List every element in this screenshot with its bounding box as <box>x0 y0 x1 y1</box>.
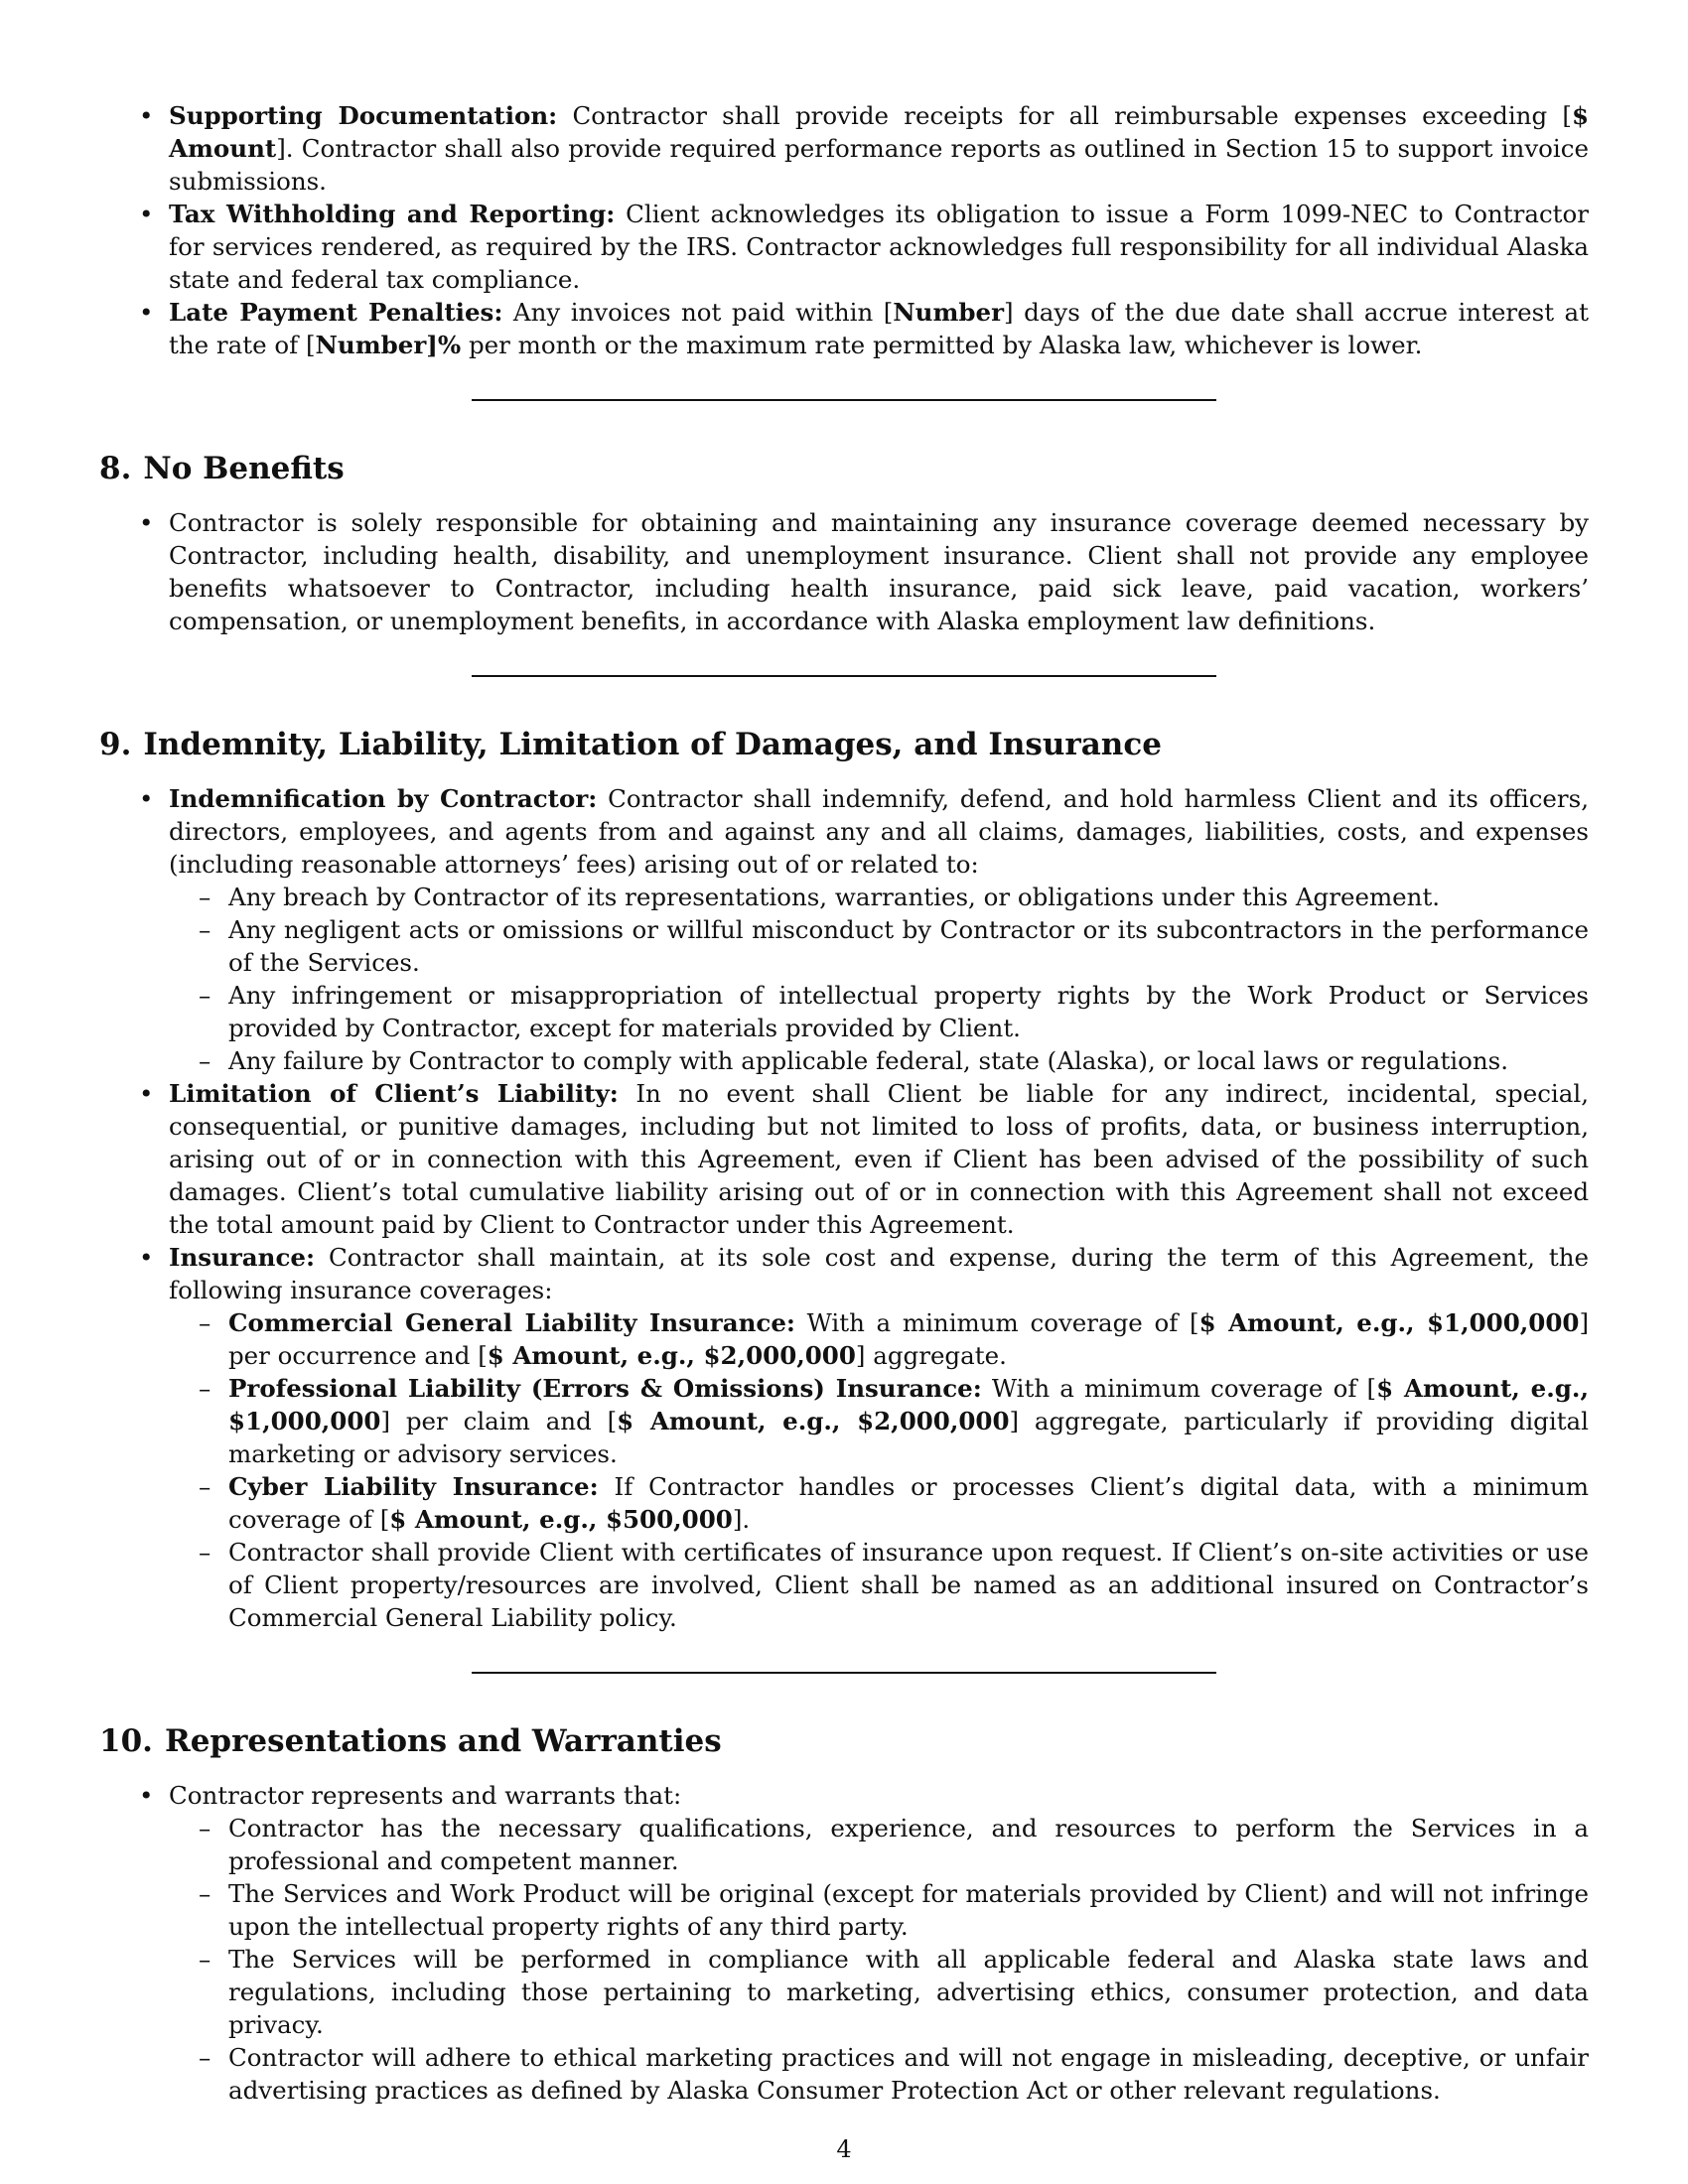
item-label: Supporting Documentation: <box>169 101 558 130</box>
cgl-insurance-item: – Commercial General Liability Insurance: With a minimum coverage of [$ Amount, e.g., $1,000,000] per occurrence and [$ Amount, e.g., $2,000,000] aggregate. <box>169 1306 1589 1372</box>
item-label: Tax Withholding and Reporting: <box>169 200 616 228</box>
section-divider <box>472 1672 1216 1674</box>
sub-item: – Any negligent acts or omissions or willful misconduct by Contractor or its subcontractors in the performance of the Services. <box>169 913 1589 979</box>
item-label: Limitation of Client’s Liability: <box>169 1079 619 1108</box>
section-8-heading: 8. No Benefits <box>99 451 345 486</box>
placeholder-number: Number <box>315 331 427 359</box>
professional-liability-item: – Professional Liability (Errors & Omissions) Insurance: With a minimum coverage of [$ Amount, e.g., $1,000,000] per claim and [$ Amount, e.g., $2,000,000] aggregate, particularly if providing digital marketing or advisory services. <box>169 1372 1589 1470</box>
tax-withholding-item: • Tax Withholding and Reporting: Client acknowledges its obligation to issue a Form 1099-NEC to Contractor for services rendered, as required by the IRS. Contractor acknowledges full responsibility for all individual Alaska state and federal tax compliance. <box>99 198 1589 296</box>
limitation-liability-item: • Limitation of Client’s Liability: In no event shall Client be liable for any indirect, incidental, special, consequential, or punitive damages, including but not limited to loss of profits, data, or business interruption, arising out of or in connection with this Agreement, even if Client has been advised of the possibility of such damages. Client’s total cumulative liability arising out of or in connection with this Agreement shall not exceed the total amount paid by Client to Contractor under this Agreement. <box>99 1077 1589 1241</box>
item-label: Cyber Liability Insurance: <box>228 1472 599 1501</box>
sub-item: – Any breach by Contractor of its representations, warranties, or obligations under this Agreement. <box>169 881 1589 913</box>
item-label: Indemnification by Contractor: <box>169 784 598 813</box>
section-8-list <box>99 506 1589 637</box>
item-label: Late Payment Penalties: <box>169 298 503 327</box>
section-10-heading: 10. Representations and Warranties <box>99 1723 722 1759</box>
sub-item: – The Services and Work Product will be original (except for materials provided by Client) and will not infringe upon the intellectual property rights of any third party. <box>169 1877 1589 1943</box>
placeholder-amount: $ Amount, e.g., $2,000,000 <box>617 1407 1010 1435</box>
sub-item: – The Services will be performed in compliance with all applicable federal and Alaska state laws and regulations, including those pertaining to marketing, advertising ethics, consumer protection, and data privacy. <box>169 1943 1589 2041</box>
payment-terms-list <box>99 99 1589 361</box>
no-benefits-item: • Contractor is solely responsible for obtaining and maintaining any insurance coverage deemed necessary by Contractor, including health, disability, and unemployment insurance. Client shall not provide any employee benefits whatsoever to Contractor, including health insurance, paid sick leave, paid vacation, workers’ compensation, or unemployment benefits, in accordance with Alaska employment law definitions. <box>99 506 1589 637</box>
insurance-item: • Insurance: Contractor shall maintain, at its sole cost and expense, during the term of this Agreement, the following insurance coverages: – Commercial General Liability Insurance: With a minimum coverage of [$ Amount, e.g., $1,000,000] per occurrence and [$ Amount, e.g., $2,000,000] aggregate. – Professional Liability (Errors & Omissions) Insurance: With a minimum coverage of [$ Amount, e.g., $1,000,000] per claim and [$ Amount, e.g., $2,000,000] aggregate, particularly if providing digital marketing or advisory services. – Cyber Liability Insurance: If Contractor handles or processes Client’s digital data, with a minimum coverage of [$ Amount, e.g., $500,000]. – Contractor shall provide Client with certificates of insurance upon request. If Client’s on-site activities or use of Client property/resources are involved, Client shall be named as an additional insured on Contractor’s Commercial General Liability policy. <box>99 1241 1589 1634</box>
item-label: Commercial General Liability Insurance: <box>228 1308 795 1337</box>
page-number: 4 <box>836 2135 852 2163</box>
cyber-liability-item: – Cyber Liability Insurance: If Contractor handles or processes Client’s digital data, with a minimum coverage of [$ Amount, e.g., $500,000]. <box>169 1470 1589 1536</box>
sub-item: – Contractor has the necessary qualifications, experience, and resources to perform the Services in a professional and competent manner. <box>169 1812 1589 1877</box>
placeholder-amount: $ Amount, e.g., $1,000,000 <box>228 1374 1589 1435</box>
late-payment-item: • Late Payment Penalties: Any invoices not paid within [Number] days of the due date shall accrue interest at the rate of [Number]% per month or the maximum rate permitted by Alaska law, whichever is lower. <box>99 296 1589 361</box>
placeholder-number: Number <box>893 298 1005 327</box>
section-divider <box>472 675 1216 677</box>
section-9-heading: 9. Indemnity, Liability, Limitation of Damages, and Insurance <box>99 727 1162 762</box>
placeholder-amount: $ Amount, e.g., $2,000,000 <box>487 1341 856 1370</box>
sub-item: – Contractor will adhere to ethical marketing practices and will not engage in misleading, deceptive, or unfair advertising practices as defined by Alaska Consumer Protection Act or other relevant regulations. <box>169 2041 1589 2107</box>
insurance-sublist <box>169 1306 1589 1634</box>
placeholder-amount: $ Amount <box>169 101 1589 163</box>
certificates-item: – Contractor shall provide Client with certificates of insurance upon request. If Client’s on-site activities or use of Client property/resources are involved, Client shall be named as an additional insured on Contractor’s Commercial General Liability policy. <box>169 1536 1589 1634</box>
sub-item: – Any infringement or misappropriation of intellectual property rights by the Work Product or Services provided by Contractor, except for materials provided by Client. <box>169 979 1589 1044</box>
section-divider <box>472 399 1216 401</box>
placeholder-amount: $ Amount, e.g., $500,000 <box>389 1505 733 1534</box>
representations-sublist <box>169 1812 1589 2107</box>
document-page <box>99 99 1589 2107</box>
placeholder-amount: $ Amount, e.g., $1,000,000 <box>1198 1308 1580 1337</box>
item-label: Insurance: <box>169 1243 316 1272</box>
section-9-list <box>99 782 1589 1634</box>
section-10-list <box>99 1779 1589 2107</box>
item-label: Professional Liability (Errors & Omissions) Insurance: <box>228 1374 982 1403</box>
representations-item: • Contractor represents and warrants that: – Contractor has the necessary qualifications, experience, and resources to perform the Services in a professional and competent manner. – The Services and Work Product will be original (except for materials provided by Client) and will not infringe upon the intellectual property rights of any third party. – The Services will be performed in compliance with all applicable federal and Alaska state laws and regulations, including those pertaining to marketing, advertising ethics, consumer protection, and data privacy. – Contractor will adhere to ethical marketing practices and will not engage in misleading, deceptive, or unfair advertising practices as defined by Alaska Consumer Protection Act or other relevant regulations. <box>99 1779 1589 2107</box>
indemnification-sublist <box>169 881 1589 1077</box>
sub-item: – Any failure by Contractor to comply with applicable federal, state (Alaska), or local laws or regulations. <box>169 1044 1589 1077</box>
supporting-documentation-item: • Supporting Documentation: Contractor shall provide receipts for all reimbursable expenses exceeding [$ Amount]. Contractor shall also provide required performance reports as outlined in Section 15 to support invoice submissions. <box>99 99 1589 198</box>
indemnification-item: • Indemnification by Contractor: Contractor shall indemnify, defend, and hold harmless Client and its officers, directors, employees, and agents from and against any and all claims, damages, liabilities, costs, and expenses (including reasonable attorneys’ fees) arising out of or related to: – Any breach by Contractor of its representations, warranties, or obligations under this Agreement. – Any negligent acts or omissions or willful misconduct by Contractor or its subcontractors in the performance of the Services. – Any infringement or misappropriation of intellectual property rights by the Work Product or Services provided by Contractor, except for materials provided by Client. – Any failure by Contractor to comply with applicable federal, state (Alaska), or local laws or regulations. <box>99 782 1589 1077</box>
